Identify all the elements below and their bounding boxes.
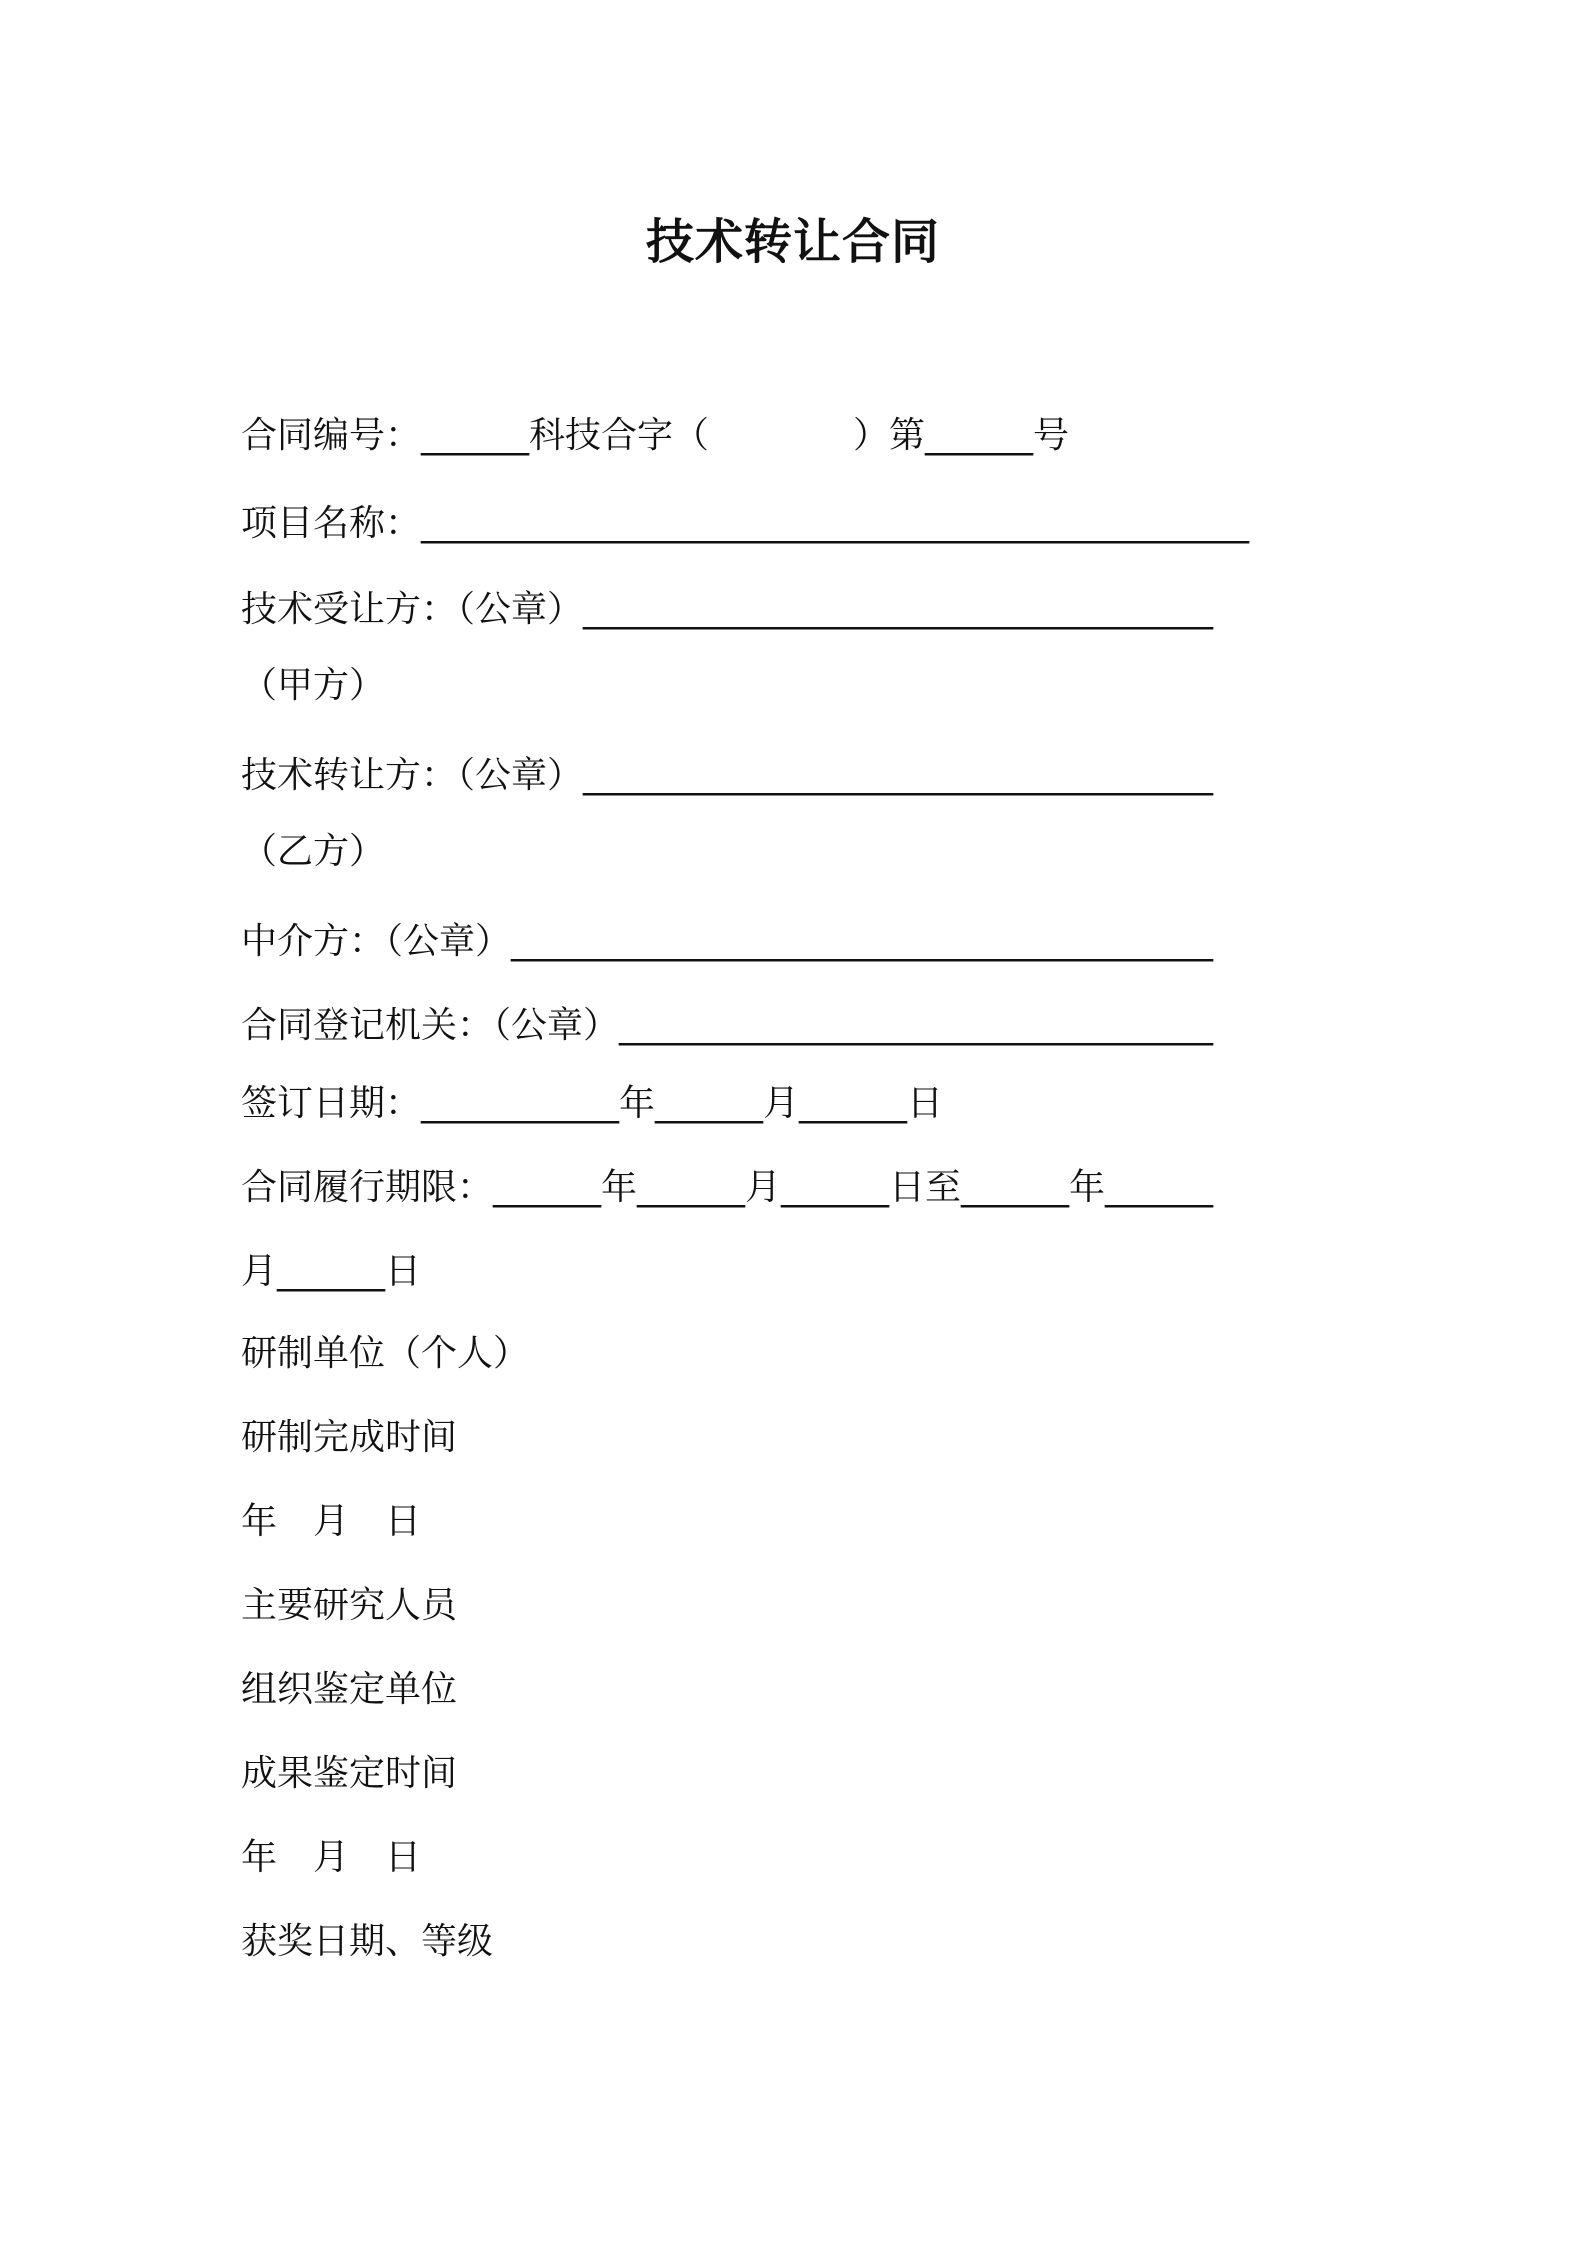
party-b-label: （乙方） (241, 831, 386, 872)
party-a-label: （甲方） (241, 665, 386, 706)
signing-date-line: 签订日期：___________年______月______日 (241, 1083, 944, 1124)
completion-date-line: 年 月 日 (241, 1501, 422, 1542)
document-title: 技术转让合同 (645, 214, 940, 270)
transferor-seal-line: 技术转让方：（公章）___________________________________ (241, 755, 1214, 796)
performance-period-end-line: 月______日 (241, 1251, 422, 1292)
transferee-seal-line: 技术受让方：（公章）___________________________________ (241, 589, 1214, 630)
performance-period-line: 合同履行期限：______年______月______日至______年______ (241, 1167, 1214, 1208)
award-date-level-line: 获奖日期、等级 (241, 1921, 494, 1962)
developer-unit-line: 研制单位（个人） (241, 1333, 530, 1374)
appraisal-unit-line: 组织鉴定单位 (241, 1669, 458, 1710)
appraisal-date-line: 年 月 日 (241, 1837, 422, 1878)
main-researchers-line: 主要研究人员 (241, 1585, 458, 1626)
registration-authority-line: 合同登记机关：（公章）_________________________________ (241, 1005, 1214, 1046)
intermediary-seal-line: 中介方：（公章）_______________________________________ (241, 921, 1214, 962)
development-completion-line: 研制完成时间 (241, 1417, 458, 1458)
contract-number-line: 合同编号：______科技合字（ ）第______号 (241, 415, 1070, 456)
project-name-line: 项目名称：______________________________________________ (241, 503, 1250, 544)
appraisal-time-line: 成果鉴定时间 (241, 1753, 458, 1794)
